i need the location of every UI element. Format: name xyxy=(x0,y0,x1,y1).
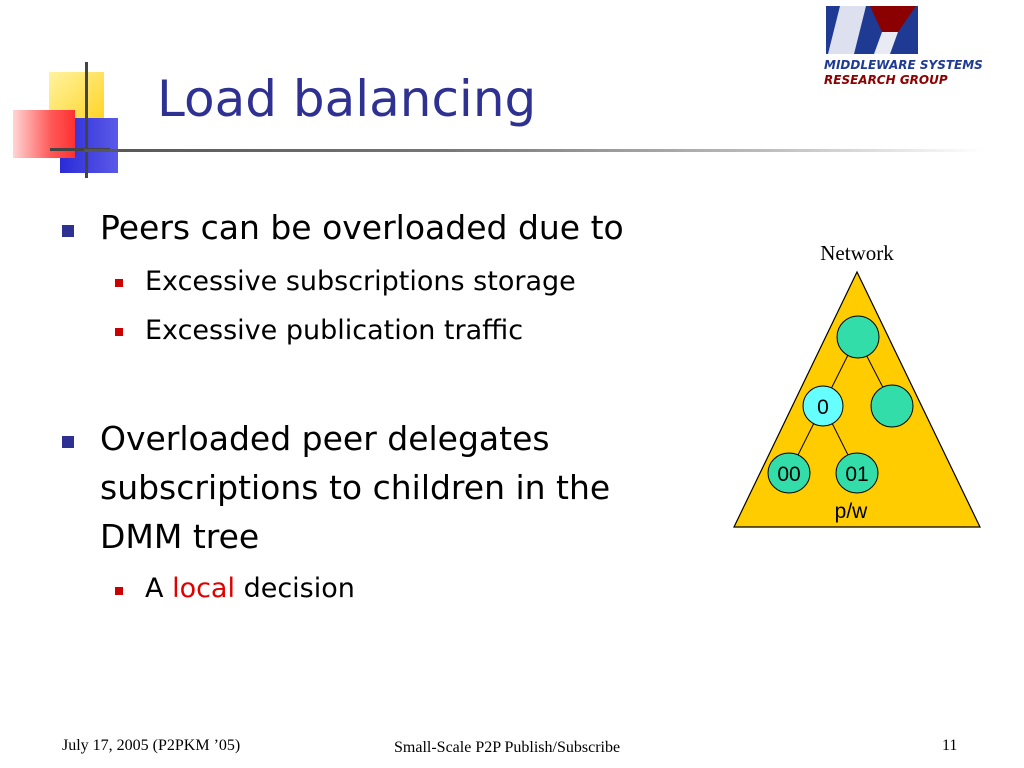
corner-decoration xyxy=(0,60,150,180)
bullet-marker xyxy=(62,225,74,237)
bullet-2-line-3: DMM tree xyxy=(100,517,260,556)
local-highlight: local xyxy=(172,573,235,604)
node-0-label: 0 xyxy=(817,396,829,419)
node-00-label: 00 xyxy=(777,463,801,486)
sub-bullet-2-1-after: decision xyxy=(234,573,355,604)
sub-bullet-marker xyxy=(115,587,123,595)
node-01-label: 01 xyxy=(845,463,869,486)
pw-label: p/w xyxy=(834,500,868,523)
msrg-logo xyxy=(820,4,1020,90)
corner-vertical-line xyxy=(85,62,88,178)
bullet-marker xyxy=(62,436,74,448)
bullet-1-text: Peers can be overloaded due to xyxy=(100,208,624,247)
root-node xyxy=(837,316,879,358)
sub-bullet-marker xyxy=(115,328,123,336)
slide-title: Load balancing xyxy=(157,70,537,128)
sub-bullet-1-1: Excessive subscriptions storage xyxy=(145,266,576,297)
logo-line-2: RESEARCH GROUP xyxy=(824,73,948,87)
bullet-2-line-1: Overloaded peer delegates xyxy=(100,419,550,458)
sub-bullet-1-2: Excessive publication traffic xyxy=(145,315,524,346)
msrg-logo-mark xyxy=(820,4,1020,58)
node-1 xyxy=(871,385,913,427)
logo-line-1: MIDDLEWARE SYSTEMS xyxy=(824,58,983,72)
network-label: Network xyxy=(820,241,894,265)
sub-bullet-marker xyxy=(115,279,123,287)
footer-date: July 17, 2005 (P2PKM ’05) xyxy=(62,737,241,754)
sub-bullet-2-1 xyxy=(145,569,355,609)
page-number: 11 xyxy=(942,737,958,754)
title-underline xyxy=(84,149,984,152)
footer-center-text: Small-Scale P2P Publish/Subscribe xyxy=(394,739,621,756)
bullet-2-line-2: subscriptions to children in the xyxy=(100,468,611,507)
dmm-tree-diagram xyxy=(720,230,1000,540)
sub-bullet-2-1-before: A xyxy=(145,573,173,604)
